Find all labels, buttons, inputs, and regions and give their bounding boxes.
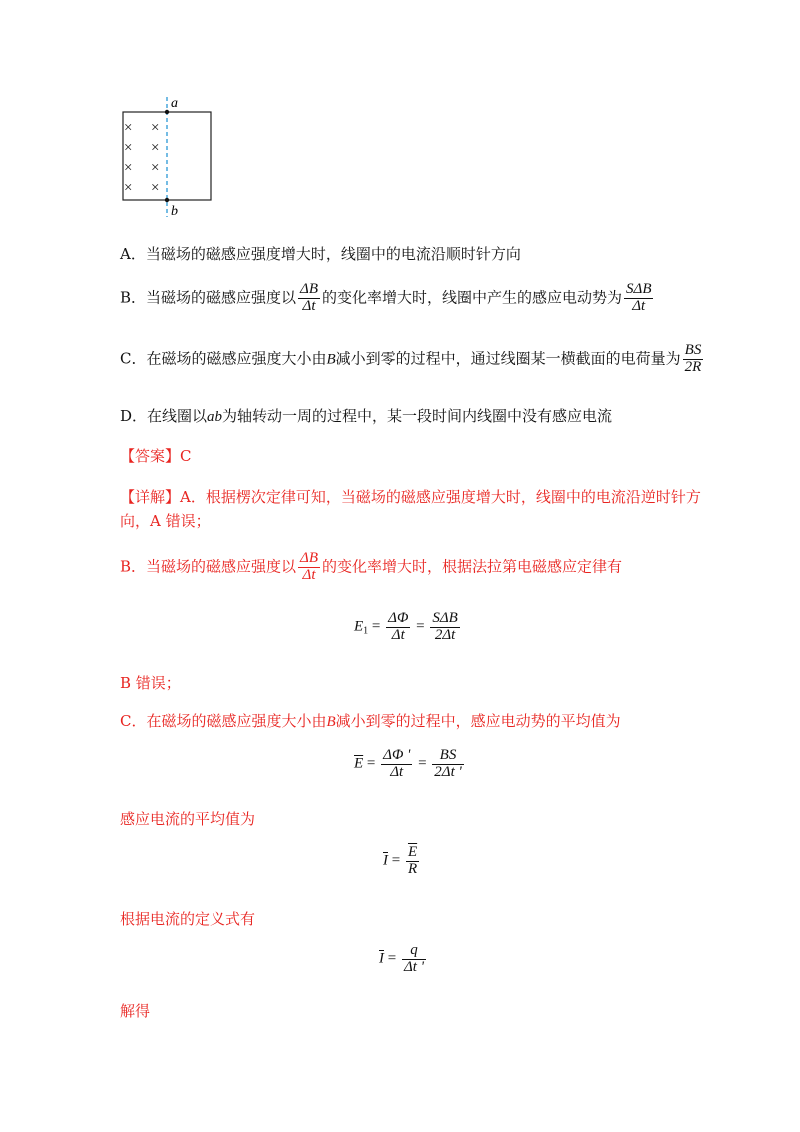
option-a: A．当磁场的磁感应强度增大时，线圈中的电流沿顺时针方向 [120, 245, 521, 263]
option-c-text-2: 减小到零的过程中，通过线圈某一横截面的电荷量为 [335, 349, 681, 368]
field-crosses [124, 120, 159, 196]
frac-dB-dt-2: $\frac{\Delta B}{\Delta t}$ [300, 550, 318, 583]
frac-dB-dt: $\frac{\Delta B}{\Delta t}$ [300, 281, 318, 314]
point-b [165, 198, 169, 202]
cross: × [151, 160, 160, 176]
cross: × [151, 140, 160, 156]
explanation-solve: 解得 [120, 1002, 151, 1020]
equation-i-def: $\overline{I}$ = $\frac{q}{\Delta t '}$ [379, 942, 424, 975]
explanation-b-wrong: B 错误； [120, 674, 181, 692]
explanation-avg-current: 感应电流的平均值为 [120, 810, 256, 828]
explanation-c-text-1: C．在磁场的磁感应强度大小由 [120, 712, 327, 730]
equation-e1: $E_1$ = $\frac{\Delta\Phi}{\Delta t}$ = $\frac{\text{SΔB}}{2\Delta t}$ [354, 610, 458, 643]
cross: × [124, 160, 133, 176]
answer: 【答案】C [120, 447, 192, 465]
explanation-b [120, 551, 622, 584]
frac-SdB-dt: $\frac{\text{SΔB}}{\Delta t}$ [626, 281, 652, 314]
explanation-c-text-2: 减小到零的过程中，感应电动势的平均值为 [335, 712, 621, 730]
explanation-line-1: 【详解】A．根据楞次定律可知，当磁场的磁感应强度增大时，线圈中的电流沿逆时针方 [120, 488, 701, 506]
coil-field-figure [118, 92, 218, 222]
option-d [120, 405, 612, 426]
cross: × [124, 180, 133, 196]
explanation-line-2: 向，A 错误； [120, 512, 211, 530]
option-d-text-1: D．在线圈以 [120, 407, 208, 425]
explanation-c [120, 710, 621, 731]
option-c [120, 343, 705, 376]
cross: × [151, 180, 160, 196]
cross: × [151, 120, 160, 136]
option-d-text-2: 为轴转动一周的过程中，某一段时间内线圈中没有感应电流 [222, 407, 613, 425]
option-b [120, 282, 655, 315]
equation-e-avg: $\overline{E}$ = $\frac{\Delta\Phi '}{\Delta t}$ = $\frac{BS}{2\Delta t '}$ [354, 747, 462, 780]
var-ab: ab [207, 409, 223, 425]
option-b-text-2: 的变化率增大时，线圈中产生的感应电动势为 [322, 288, 623, 307]
explanation-b-text-1: B．当磁场的磁感应强度以 [120, 557, 297, 576]
explanation-b-text-2: 的变化率增大时，根据法拉第电磁感应定律有 [322, 557, 623, 576]
option-b-text-1: B．当磁场的磁感应强度以 [120, 288, 297, 307]
cross: × [124, 120, 133, 136]
cross: × [124, 140, 133, 156]
explanation-current-def: 根据电流的定义式有 [120, 910, 256, 928]
option-c-text-1: C．在磁场的磁感应强度大小由 [120, 349, 327, 368]
var-B: B [326, 351, 336, 368]
label-a: a [171, 96, 178, 111]
frac-BS-2R: $\frac{BS}{2R}$ [684, 342, 702, 375]
equation-i-avg: $\overline{I}$ = $\frac{\overline{E}}{R}$ [383, 844, 418, 877]
point-a [165, 110, 169, 114]
var-B-2: B [326, 714, 336, 730]
label-b: b [171, 204, 178, 219]
